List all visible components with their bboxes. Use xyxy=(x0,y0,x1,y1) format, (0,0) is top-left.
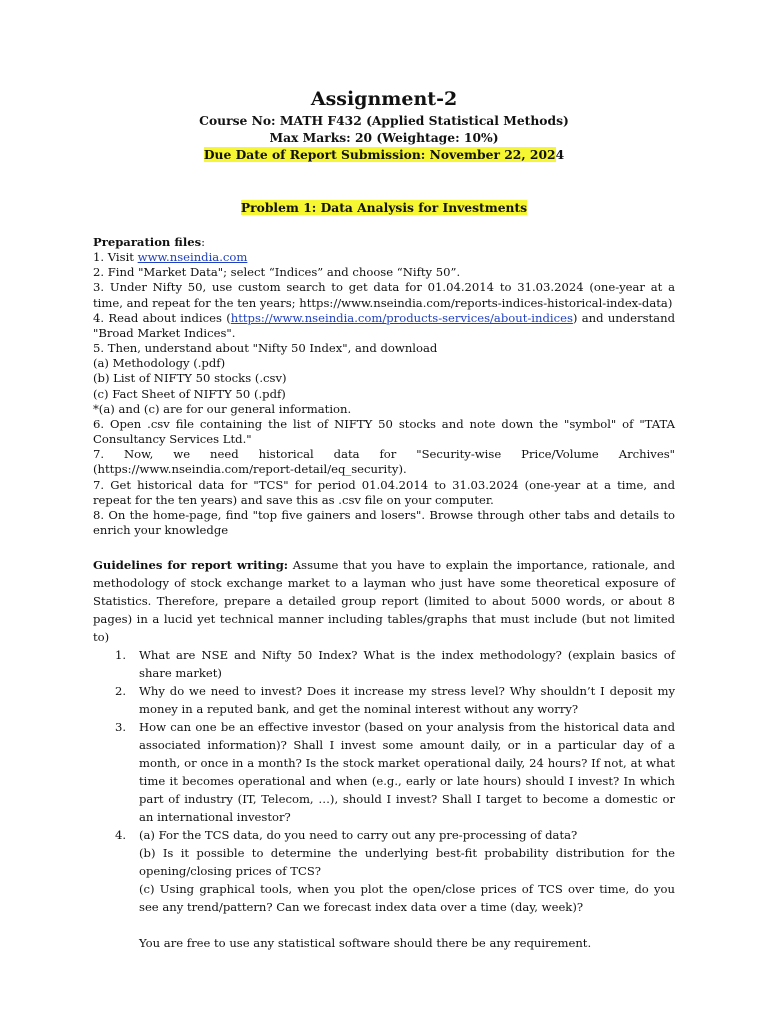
guidelines-section xyxy=(93,556,675,952)
list-item: 3. How can one be an effective investor (based on your analysis from the historical data and associated information)? Shall I invest some amount daily, or in a particular day of a month, or once in a month? Is the stock market operational daily, 24 hours? If not, at what time it becomes operational and when (e.g., early or late hours) should I invest? In which part of industry (IT, Telecom, …), should I invest? Shall I target to become a domestic or an international investor? xyxy=(115,720,675,825)
prep-step-5a: (a) Methodology (.pdf) xyxy=(93,356,226,371)
prep-step-8: 8. On the home-page, find "top five gainers and losers". Browse through other tabs and details to enrich your knowledge xyxy=(93,507,675,537)
assignment-title: Assignment-2 xyxy=(310,88,458,110)
prep-step-2: 2. Find "Market Data"; select “Indices” and choose “Nifty 50”. xyxy=(93,265,461,280)
prep-step-7b: 7. Get historical data for "TCS" for period 01.04.2014 to 31.03.2024 (one-year at a time, and repeat for the ten years) and save this as .csv file on your computer. xyxy=(93,477,675,507)
problem-title xyxy=(93,198,675,216)
prep-step-7: 7. Now, we need historical data for "Security-wise Price/Volume Archives" (https://www.nseindia.com/report-detail/eq_security). xyxy=(93,447,675,477)
question-list xyxy=(93,646,675,916)
question-4a: (a) For the TCS data, do you need to carry out any pre-processing of data? xyxy=(139,828,578,843)
prep-step-5b: (b) List of NIFTY 50 stocks (.csv) xyxy=(93,371,287,386)
nseindia-link[interactable]: www.nseindia.com xyxy=(137,250,248,265)
prep-step-4: 4. Read about indices (https://www.nseindia.com/products-services/about-indices) and understand "Broad Market Indices". xyxy=(93,310,675,340)
prep-heading: Preparation files: xyxy=(93,235,206,249)
preparation-section xyxy=(93,235,675,538)
guidelines-intro: Guidelines for report writing: Assume that you have to explain the importance, rationale, and methodology of stock exchange market to a layman who just have some theoretical exposure of Statistics. Therefore, prepare a detailed group report (limited to about 5000 words, or about 8 pages) in a lucid yet technical manner including tables/graphs that must include (but not limited to) xyxy=(93,558,675,645)
software-note: You are free to use any statistical software should there be any requirement. xyxy=(139,936,592,951)
problem-title-text: Problem 1: Data Analysis for Investments xyxy=(240,200,528,215)
question-4c: (c) Using graphical tools, when you plot the open/close prices of TCS over time, do you see any trend/pattern? Can we forecast index data over a time (day, week)? xyxy=(139,882,675,915)
due-date-tail: 4 xyxy=(555,147,565,162)
prep-heading-text: Preparation files xyxy=(93,235,202,249)
question-4b: (b) Is it possible to determine the underlying best-fit probability distribution for the opening/closing prices of TCS? xyxy=(139,846,675,879)
prep-step-5: 5. Then, understand about "Nifty 50 Index", and download xyxy=(93,341,438,356)
guidelines-heading: Guidelines for report writing: xyxy=(93,558,289,573)
prep-step-3: 3. Under Nifty 50, use custom search to get data for 01.04.2014 to 31.03.2024 (one-year at a time, and repeat for the ten years; https://www.nseindia.com/reports-indices-historical-index-data) xyxy=(93,280,675,310)
course-line: Course No: MATH F432 (Applied Statistical Methods) xyxy=(199,113,569,128)
list-item: 2. Why do we need to invest? Does it increase my stress level? Why shouldn’t I deposit my money in a reputed bank, and get the nominal interest without any worry? xyxy=(115,684,675,717)
document-header xyxy=(93,86,675,163)
due-date-highlight: Due Date of Report Submission: November 22, 202 xyxy=(203,147,556,162)
prep-step-5c: (c) Fact Sheet of NIFTY 50 (.pdf) xyxy=(93,386,286,401)
about-indices-link[interactable]: https://www.nseindia.com/products-services/about-indices xyxy=(230,310,573,325)
list-item: 1. What are NSE and Nifty 50 Index? What is the index methodology? (explain basics of share market) xyxy=(115,648,675,681)
prep-step-1: 1. Visit www.nseindia.com xyxy=(93,250,248,265)
prep-note: *(a) and (c) are for our general information. xyxy=(93,401,352,416)
document-page xyxy=(93,86,675,952)
marks-line: Max Marks: 20 (Weightage: 10%) xyxy=(269,130,499,145)
due-date-line xyxy=(93,146,675,163)
list-item: 4. (a) For the TCS data, do you need to carry out any pre-processing of data? (b) Is it possible to determine the underlying best-fit probability distribution for the opening/closing prices of TCS? (c) Using graphical tools, when you plot the open/close prices of TCS over time, do you see any trend/pattern? Can we forecast index data over a time (day, week)? xyxy=(115,828,675,915)
prep-step-6: 6. Open .csv file containing the list of NIFTY 50 stocks and note down the "symbol" of "TATA Consultancy Services Ltd." xyxy=(93,416,675,447)
